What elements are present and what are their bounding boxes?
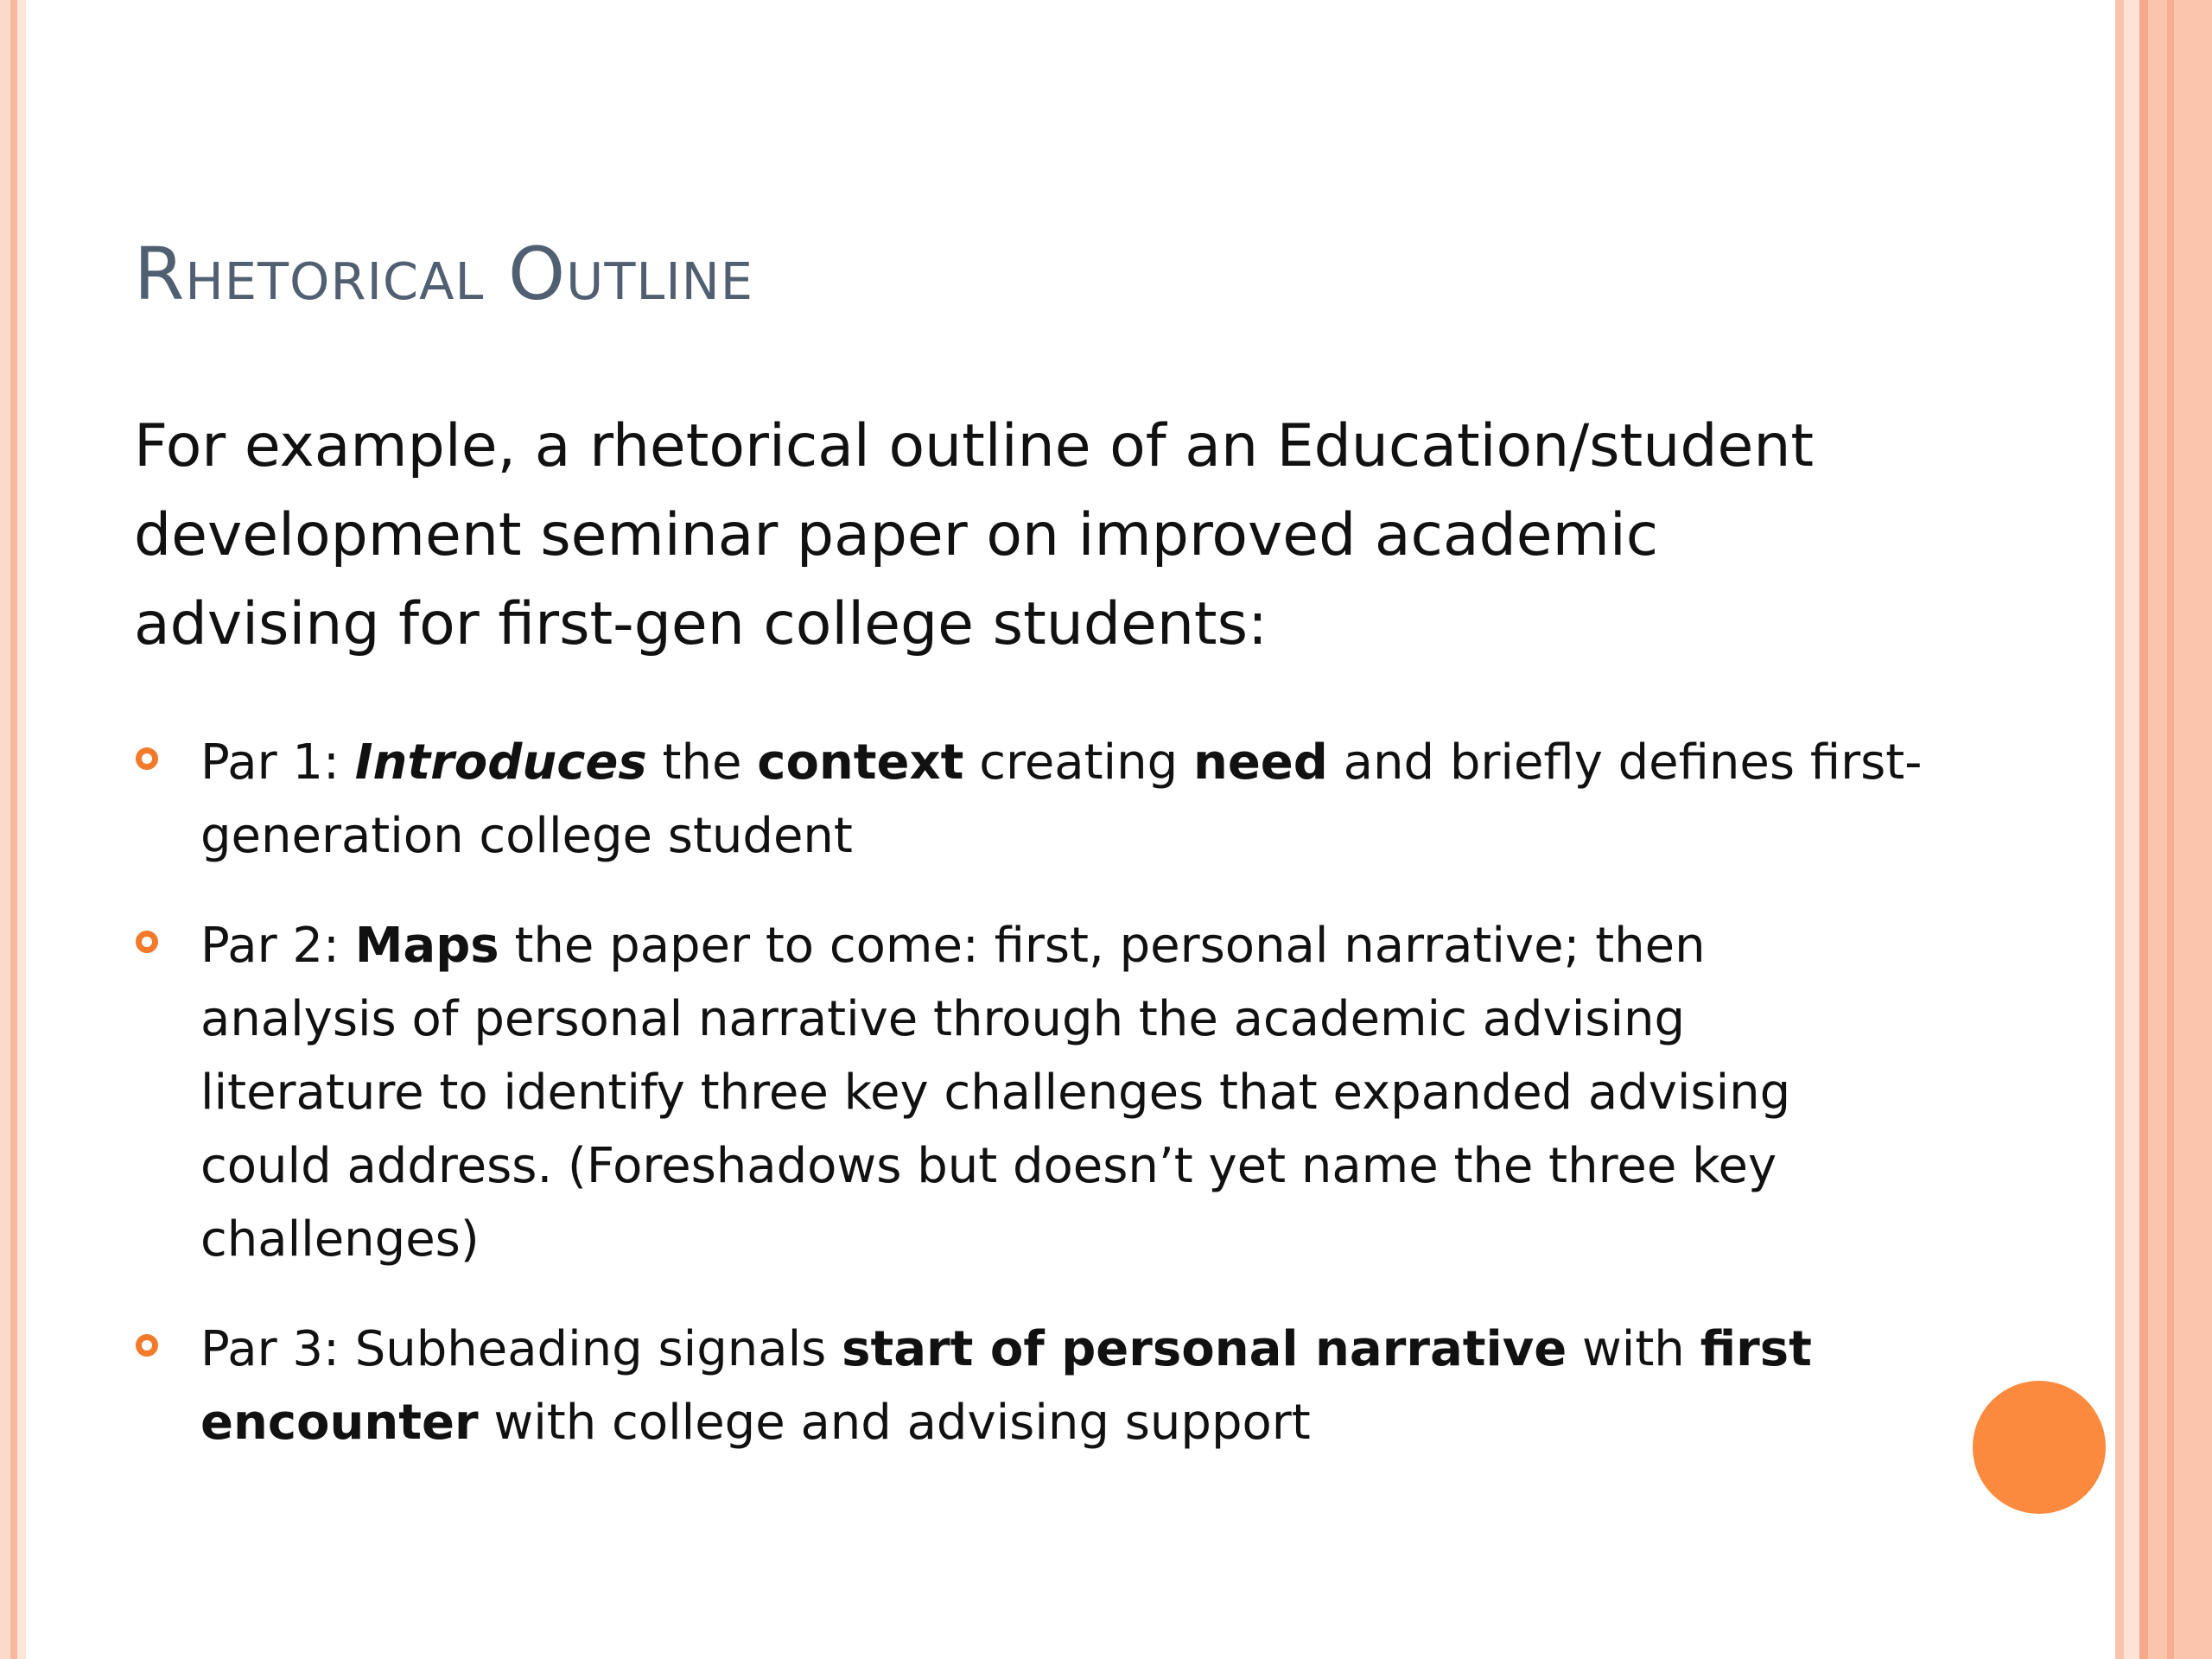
text-run: Par 1: — [200, 734, 355, 791]
list-item-par-1 — [134, 726, 2035, 873]
bullet-line: generation college student — [200, 808, 853, 864]
bullet-list — [134, 726, 2035, 1496]
right-border-stripe — [2148, 0, 2212, 1659]
hollow-circle-bullet-icon — [136, 1334, 158, 1357]
text-run: Par 2: — [200, 918, 355, 974]
text-run: with — [1567, 1321, 1700, 1377]
intro-line: advising for first-gen college students: — [134, 590, 1268, 658]
intro-paragraph — [134, 402, 2035, 669]
bullet-line — [200, 909, 2035, 982]
hollow-circle-bullet-icon — [136, 931, 158, 953]
text-run: the — [646, 734, 758, 791]
bullet-line — [200, 726, 2035, 799]
intro-line: development seminar paper on improved academic — [134, 501, 1659, 569]
bullet-line: challenges) — [200, 1211, 480, 1268]
hollow-circle-bullet-icon — [136, 747, 158, 770]
emphasis-text: need — [1192, 734, 1328, 791]
left-border-stripe — [17, 0, 26, 1659]
text-run: and briefly defines first- — [1327, 734, 1923, 791]
bullet-line: could address. (Foreshadows but doesn’t yet name the three key — [200, 1138, 1777, 1194]
right-border-stripe — [2124, 0, 2139, 1659]
right-border-stripe — [2115, 0, 2124, 1659]
emphasis-text: Maps — [354, 918, 499, 974]
right-border-stripe — [2139, 0, 2148, 1659]
emphasis-text: Introduces — [354, 734, 647, 791]
emphasis-text: start of personal narrative — [842, 1321, 1567, 1377]
list-item-par-2 — [134, 909, 2035, 1276]
text-run: the paper to come: first, personal narrative; then — [499, 918, 1706, 974]
list-item-par-3 — [134, 1313, 2035, 1459]
bullet-line: literature to identify three key challenges that expanded advising — [200, 1065, 1791, 1121]
emphasis-text: context — [757, 734, 964, 791]
text-run: Par 3: Subheading signals — [200, 1321, 842, 1377]
left-border-stripe — [0, 0, 10, 1659]
emphasis-text: first — [1700, 1321, 1812, 1377]
text-run: creating — [963, 734, 1193, 791]
bullet-line: analysis of personal narrative through the academic advising — [200, 991, 1686, 1047]
bullet-line — [200, 1313, 2035, 1386]
text-run: with college and advising support — [478, 1395, 1311, 1451]
slide-title: Rhetorical Outline — [134, 232, 754, 316]
intro-line: For example, a rhetorical outline of an Education/student — [134, 412, 1815, 480]
left-border-stripe — [10, 0, 17, 1659]
emphasis-text: encounter — [200, 1395, 479, 1451]
right-border-stripe — [2167, 0, 2174, 1659]
bullet-line — [200, 1386, 2035, 1459]
